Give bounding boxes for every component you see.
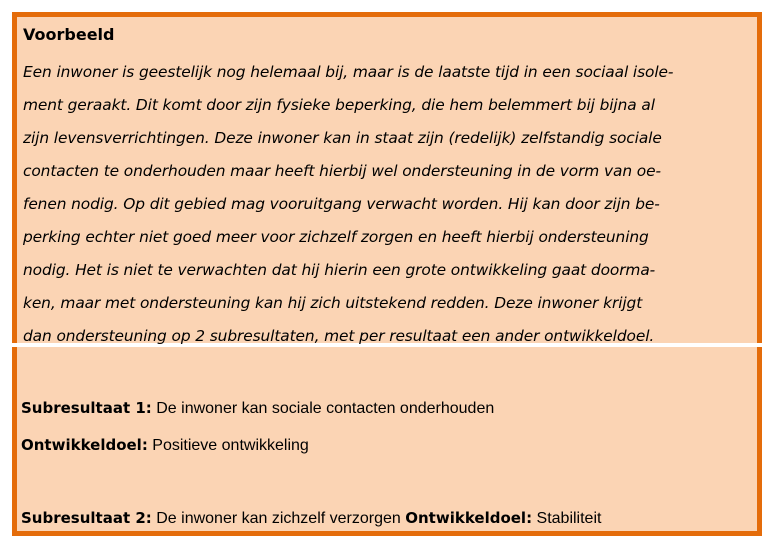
goal-1-value: Positieve ontwikkeling [152, 437, 309, 454]
subresult-2-value: De inwoner kan zichzelf verzorgen [156, 510, 401, 527]
paragraph-line: zijn levensverrichtingen. Deze inwoner kan in staat zijn (redelijk) zelfstandig sociale [23, 129, 662, 147]
subresult-2 [21, 509, 601, 528]
results-box [12, 347, 762, 536]
goal-2-label: Ontwikkeldoel: [405, 509, 533, 527]
subresult-1-value: De inwoner kan sociale contacten onderhouden [156, 400, 495, 417]
subresult-1-label: Subresultaat 1: [21, 399, 152, 417]
example-box [12, 12, 762, 343]
paragraph-line: dan ondersteuning op 2 subresultaten, met per resultaat een ander ontwikkeldoel. [23, 327, 655, 345]
goal-1-label: Ontwikkeldoel: [21, 436, 148, 454]
subresult-1 [21, 399, 494, 418]
example-title: Voorbeeld [23, 25, 115, 44]
goal-2-value: Stabiliteit [536, 510, 602, 527]
paragraph-line: fenen nodig. Op dit gebied mag vooruitgang verwacht worden. Hij kan door zijn be- [23, 195, 660, 213]
subresult-2-label: Subresultaat 2: [21, 509, 152, 527]
goal-1 [21, 436, 309, 455]
paragraph-line: contacten te onderhouden maar heeft hierbij wel ondersteuning in de vorm van oe- [23, 162, 661, 180]
paragraph-line: ken, maar met ondersteuning kan hij zich uitstekend redden. Deze inwoner krijgt [23, 294, 643, 312]
paragraph-line: nodig. Het is niet te verwachten dat hij hierin een grote ontwikkeling gaat doorma- [23, 261, 656, 279]
paragraph-line: perking echter niet goed meer voor zichzelf zorgen en heeft hierbij ondersteuning [23, 228, 649, 246]
paragraph-line: ment geraakt. Dit komt door zijn fysieke beperking, die hem belemmert bij bijna al [23, 96, 655, 114]
paragraph-line: Een inwoner is geestelijk nog helemaal bij, maar is de laatste tijd in een sociaal isole- [23, 63, 674, 81]
